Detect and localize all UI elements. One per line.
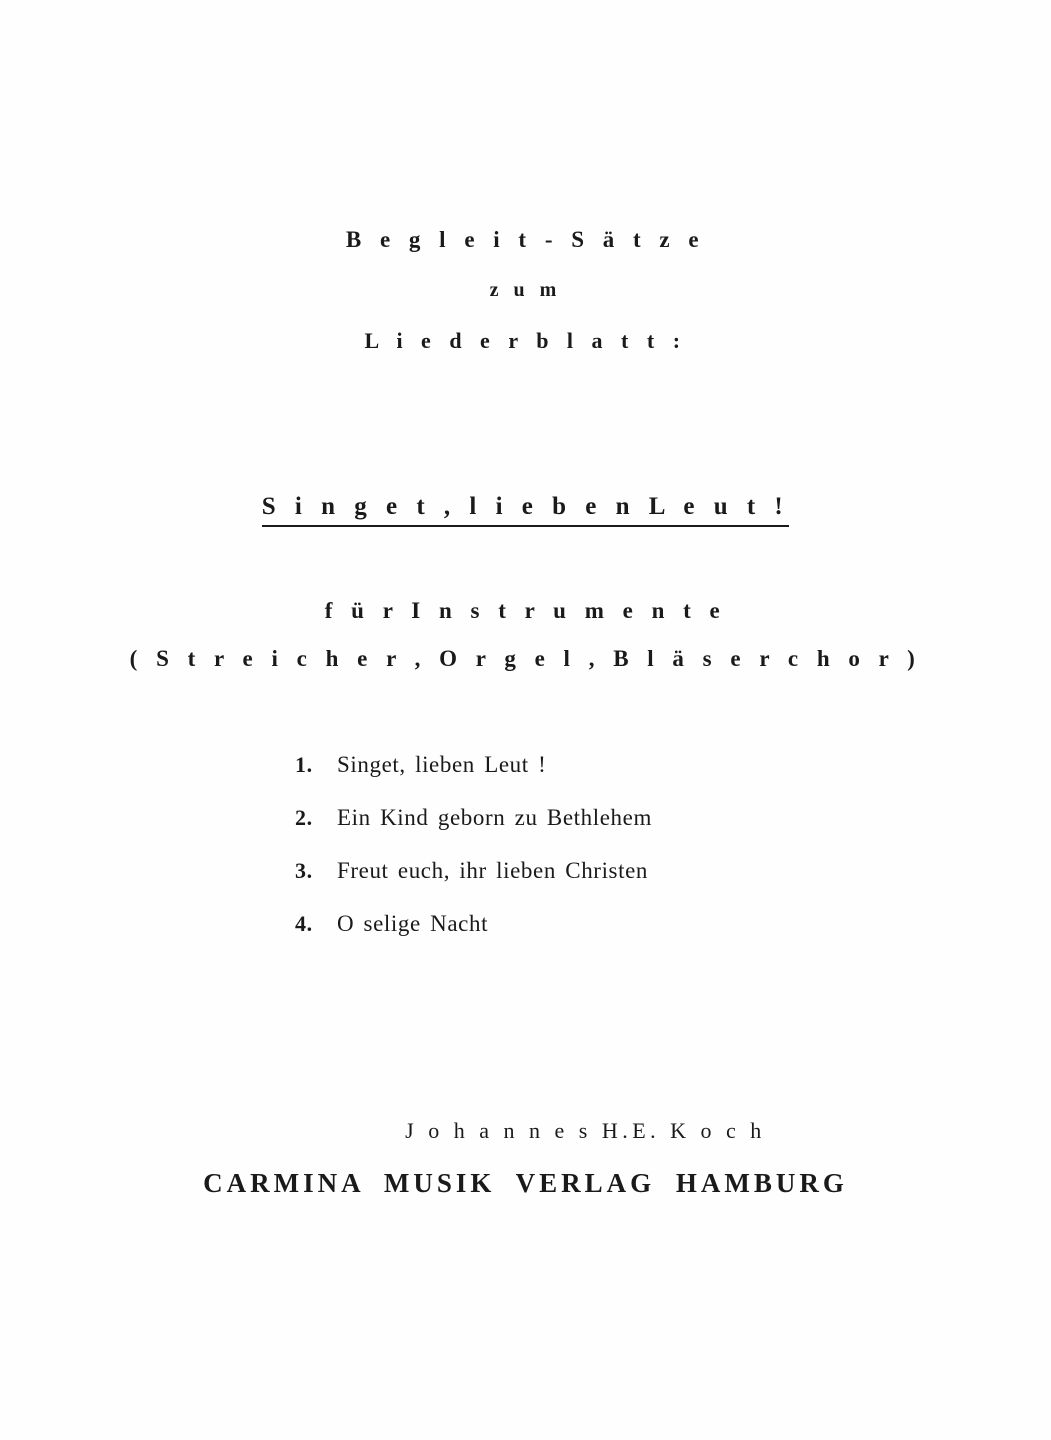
- list-item: [295, 911, 895, 937]
- author-name: J o h a n n e s H.E. K o c h: [405, 1118, 766, 1143]
- list-item-title: O selige Nacht: [337, 911, 489, 936]
- list-item-number: 2.: [295, 805, 313, 830]
- list-item-number: 3.: [295, 858, 313, 883]
- list-item-number: 4.: [295, 911, 313, 936]
- list-item-title: Freut euch, ihr lieben Christen: [337, 858, 649, 883]
- list-item: [295, 858, 895, 884]
- contents-list: [295, 752, 895, 964]
- subtitle-block: [0, 598, 1051, 672]
- header-line-1: B e g l e i t - S ä t z e: [345, 227, 706, 252]
- header-block: [0, 228, 1051, 354]
- list-item: [295, 805, 895, 831]
- publisher-name: CARMINA MUSIK VERLAG HAMBURG: [203, 1168, 848, 1198]
- subtitle-line-1: f ü r I n s t r u m e n t e: [324, 598, 727, 623]
- header-line-2: z u m: [489, 279, 562, 301]
- list-item-title: Ein Kind geborn zu Bethlehem: [337, 805, 652, 830]
- main-title: [0, 493, 1051, 527]
- header-line-3: L i e d e r b l a t t :: [364, 328, 687, 353]
- list-item-title: Singet, lieben Leut !: [337, 752, 547, 777]
- main-title-text: S i n g e t , l i e b e n L e u t !: [262, 493, 790, 527]
- list-item: [295, 752, 895, 778]
- subtitle-line-2: ( S t r e i c h e r , O r g e l , B l ä s e r c h o r ): [129, 646, 922, 671]
- list-item-number: 1.: [295, 752, 313, 777]
